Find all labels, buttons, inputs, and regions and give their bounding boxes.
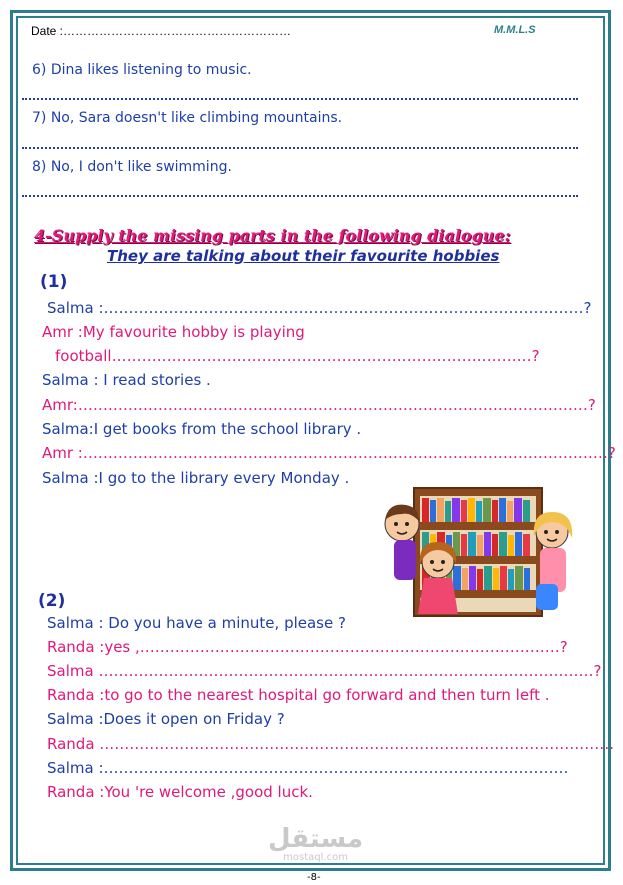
dialogue-line: Amr :My favourite hobby is playing bbox=[42, 323, 305, 341]
dialogue-line: football…………………………………………………………………………? bbox=[55, 347, 540, 365]
answer-line-divider bbox=[22, 195, 578, 197]
answer-line-divider bbox=[22, 98, 578, 100]
dialogue-2-label: (2) bbox=[38, 591, 66, 611]
school-name: M.M.L.S bbox=[494, 24, 536, 36]
dialogue-line: Amr :……………………………………………………………………………………………? bbox=[42, 444, 616, 462]
answer-8: 8) No, I don't like swimming. bbox=[32, 159, 232, 175]
dialogue-line: Amr:…………………………………………………………………………………………? bbox=[42, 396, 596, 414]
section-subheading: They are talking about their favourite hobbies bbox=[107, 247, 500, 265]
dialogue-line: Randa :You 're welcome ,good luck. bbox=[47, 783, 313, 801]
watermark-latin: mostaql.com bbox=[283, 852, 348, 863]
answer-line-divider bbox=[22, 147, 578, 149]
watermark bbox=[268, 826, 363, 863]
watermark-arabic: مستقل bbox=[268, 824, 364, 854]
answer-6: 6) Dina likes listening to music. bbox=[32, 62, 252, 78]
dialogue-line: Salma :I go to the library every Monday . bbox=[42, 469, 350, 487]
dialogue-line: Salma :Does it open on Friday ? bbox=[47, 710, 285, 728]
dialogue-line: Salma :……………………………………………………………………………………? bbox=[47, 299, 592, 317]
dialogue-line: Randa :to go to the nearest hospital go forward and then turn left . bbox=[47, 686, 550, 704]
children-bookshelf-illustration bbox=[376, 480, 576, 620]
section-heading: 4-Supply the missing parts in the following dialogue: bbox=[34, 226, 511, 245]
dialogue-line: Randa :yes ,…………………………………………………………………………? bbox=[47, 638, 568, 656]
dialogue-line: Salma : Do you have a minute, please ? bbox=[47, 614, 346, 632]
date-line: Date :………………………………………………… bbox=[31, 24, 292, 38]
answer-7: 7) No, Sara doesn't like climbing mountains. bbox=[32, 110, 343, 126]
dialogue-line: Salma :………………………………………………………………………………… bbox=[47, 759, 569, 777]
dialogue-line: Salma ………………………………………………………………………………………? bbox=[47, 662, 602, 680]
dialogue-line: Salma:I get books from the school library . bbox=[42, 420, 362, 438]
dialogue-1-label: (1) bbox=[40, 272, 68, 292]
dialogue-line: Salma : I read stories . bbox=[42, 371, 211, 389]
page-number: -8- bbox=[307, 872, 321, 883]
dialogue-line: Randa …………………………………………………………………………………………. bbox=[47, 735, 615, 753]
